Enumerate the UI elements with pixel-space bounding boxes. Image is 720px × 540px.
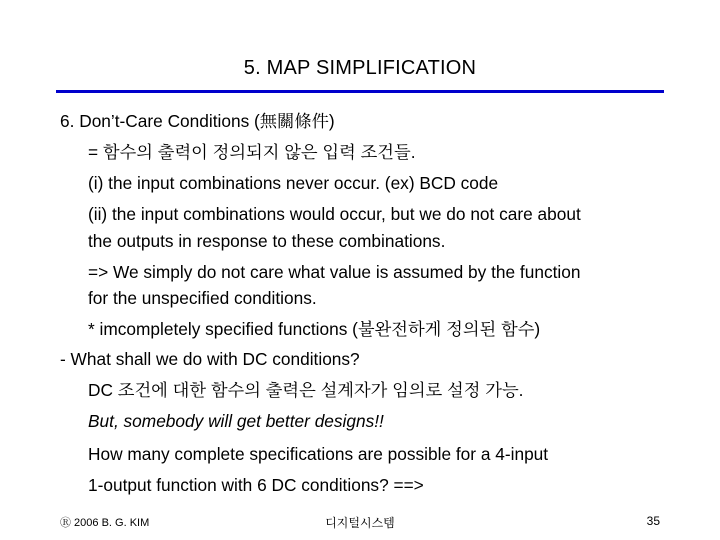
footer-course: 디지털시스템 (325, 516, 395, 530)
incompletely-specified-line: * imcompletely specified functions (불완전하게 정의된 함수) (88, 319, 541, 339)
case-ii-line-2: the outputs in response to these combinations. (88, 231, 446, 251)
footer-page-number: 35 (646, 514, 660, 528)
question-line-2: 1-output function with 6 DC conditions? ==> (88, 475, 424, 495)
footer-copyright: Ⓡ 2006 B. G. KIM (60, 517, 150, 529)
title-underline (56, 90, 664, 93)
dc-question-line: - What shall we do with DC conditions? (60, 349, 360, 369)
question-line-1: How many complete specifications are possible for a 4-input (88, 444, 549, 464)
case-ii-line-1: (ii) the input combinations would occur, but we do not care about (88, 204, 581, 224)
dc-korean-line: DC 조건에 대한 함수의 출력은 설계자가 임의로 설정 가능. (88, 380, 524, 400)
case-i-line: (i) the input combinations never occur. (ex) BCD code (88, 173, 499, 193)
slide-title: 5. MAP SIMPLIFICATION (243, 57, 477, 79)
dont-care-note-2: for the unspecified conditions. (88, 288, 317, 308)
better-designs-line: But, somebody will get better designs!! (88, 411, 384, 431)
dont-care-note-1: => We simply do not care what value is assumed by the function (88, 262, 581, 282)
definition-line: = 함수의 출력이 정의되지 않은 입력 조건들. (88, 142, 416, 162)
heading-dont-care: 6. Don’t-Care Conditions (無關條件) (60, 111, 335, 131)
